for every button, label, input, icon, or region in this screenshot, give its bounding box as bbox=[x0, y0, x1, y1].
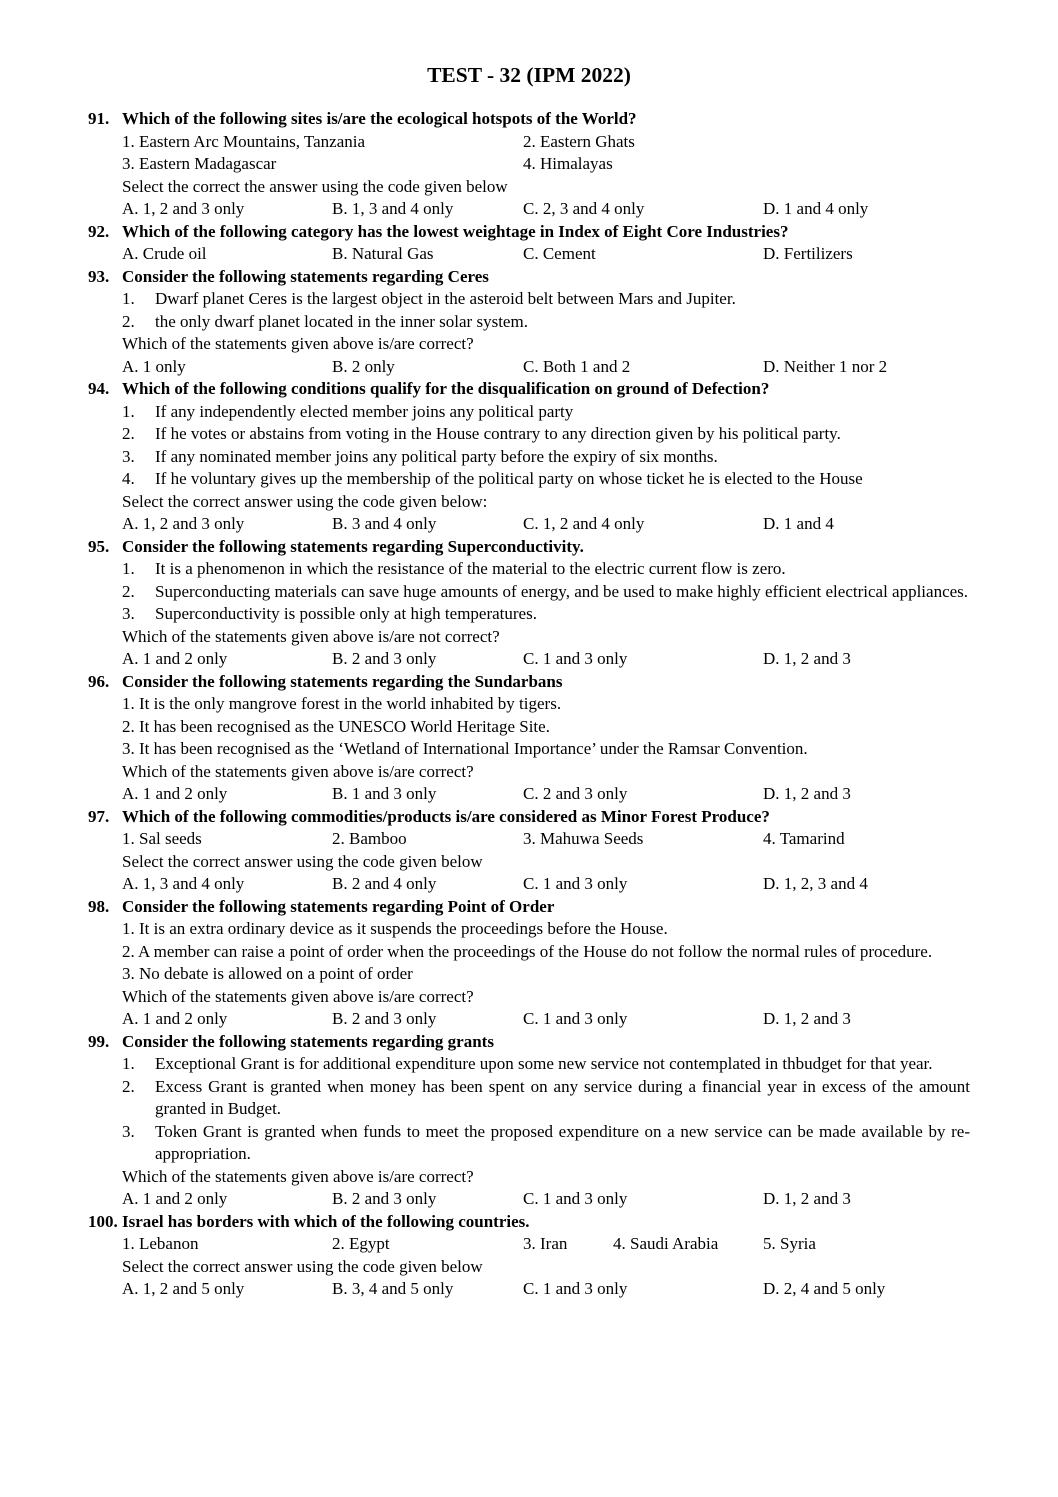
question-95 bbox=[88, 536, 970, 671]
option-c: C. 1, 2 and 4 only bbox=[523, 514, 645, 533]
question-body bbox=[122, 1053, 970, 1211]
statement-number: 4. bbox=[122, 469, 135, 488]
options-row bbox=[122, 198, 970, 221]
statement: 3. No debate is allowed on a point of order bbox=[122, 964, 413, 983]
option-a: A. 1 only bbox=[122, 356, 186, 376]
option-a: A. 1, 2 and 3 only bbox=[122, 199, 245, 218]
option-b: B. 2 only bbox=[332, 356, 395, 376]
which-instruction: Which of the statements given above is/are not correct? bbox=[122, 626, 500, 646]
question-body bbox=[122, 828, 970, 896]
item-row bbox=[122, 131, 970, 154]
question-99 bbox=[88, 1031, 970, 1211]
statement bbox=[122, 581, 970, 604]
which-instruction: Which of the statements given above is/are correct? bbox=[122, 761, 474, 781]
question-number: 94. bbox=[88, 379, 110, 398]
option-a: A. 1, 3 and 4 only bbox=[122, 874, 245, 893]
option-b: B. 3, 4 and 5 only bbox=[332, 1279, 454, 1298]
statement-number: 1. bbox=[122, 559, 135, 578]
item-row bbox=[122, 153, 970, 176]
list-item: 4. Tamarind bbox=[763, 829, 845, 848]
statement: 1. It is the only mangrove forest in the world inhabited by tigers. bbox=[122, 694, 562, 713]
select-instruction: Select the correct the answer using the code given below bbox=[122, 176, 508, 196]
option-b: B. 3 and 4 only bbox=[332, 514, 437, 533]
question-number: 95. bbox=[88, 536, 110, 556]
question-heading bbox=[88, 896, 970, 919]
question-91 bbox=[88, 108, 970, 221]
question-text: Consider the following statements regarding Superconductivity. bbox=[122, 536, 584, 556]
question-heading bbox=[88, 536, 970, 559]
list-item: 2. Eastern Ghats bbox=[523, 131, 635, 151]
question-text: Consider the following statements regarding Ceres bbox=[122, 266, 489, 286]
option-b: B. 2 and 3 only bbox=[332, 1009, 437, 1028]
question-body bbox=[122, 288, 970, 378]
option-c: C. 1 and 3 only bbox=[523, 1009, 628, 1028]
statement-text: Superconducting materials can save huge amounts of energy, and be used to make highly efficient electrical appliances. bbox=[155, 581, 969, 601]
statement-number: 2. bbox=[122, 1076, 135, 1096]
question-100 bbox=[88, 1211, 970, 1301]
select-instruction: Select the correct answer using the code given below bbox=[122, 1256, 483, 1276]
question-body bbox=[122, 401, 970, 536]
options-row bbox=[122, 648, 970, 671]
question-number: 96. bbox=[88, 671, 110, 691]
option-b: B. 2 and 4 only bbox=[332, 874, 437, 893]
option-d: D. 1, 2 and 3 bbox=[763, 1009, 851, 1028]
statement bbox=[122, 311, 970, 334]
item-row bbox=[122, 1233, 970, 1256]
list-item: 4. Saudi Arabia bbox=[613, 1234, 719, 1253]
question-text: Which of the following sites is/are the ecological hotspots of the World? bbox=[122, 109, 637, 128]
statement-number: 2. bbox=[122, 311, 135, 331]
question-98 bbox=[88, 896, 970, 1031]
question-heading bbox=[88, 1031, 970, 1054]
statement: 2. It has been recognised as the UNESCO World Heritage Site. bbox=[122, 716, 550, 736]
statement bbox=[122, 1053, 970, 1076]
statement bbox=[122, 558, 970, 581]
question-number: 93. bbox=[88, 266, 110, 286]
statement-text: Superconductivity is possible only at high temperatures. bbox=[155, 604, 537, 623]
options-row bbox=[122, 1278, 970, 1301]
question-heading bbox=[88, 266, 970, 289]
option-a: A. 1 and 2 only bbox=[122, 649, 228, 668]
statement bbox=[122, 468, 970, 491]
statement-number: 1. bbox=[122, 401, 135, 421]
question-number: 99. bbox=[88, 1031, 110, 1051]
option-d: D. 1, 2 and 3 bbox=[763, 1189, 851, 1208]
list-item: 2. Bamboo bbox=[332, 829, 407, 848]
question-96 bbox=[88, 671, 970, 806]
question-heading bbox=[88, 806, 970, 829]
list-item: 3. Iran bbox=[523, 1234, 568, 1253]
option-b: B. 1 and 3 only bbox=[332, 784, 437, 803]
option-c: C. 2, 3 and 4 only bbox=[523, 199, 645, 218]
statement-text: Excess Grant is granted when money has been spent on any service during a financial year in excess of the amount granted in Budget. bbox=[155, 1076, 970, 1118]
statement bbox=[122, 603, 970, 626]
question-number: 97. bbox=[88, 806, 110, 826]
option-c: C. 2 and 3 only bbox=[523, 784, 628, 803]
question-number: 92. bbox=[88, 221, 110, 241]
statement-number: 3. bbox=[122, 604, 135, 623]
statement-number: 1. bbox=[122, 289, 135, 308]
option-d: D. 1, 2, 3 and 4 bbox=[763, 874, 868, 893]
option-d: D. 1, 2 and 3 bbox=[763, 784, 851, 803]
statement bbox=[122, 1121, 970, 1166]
options-row bbox=[122, 1188, 970, 1211]
question-body bbox=[122, 243, 970, 266]
option-a: A. 1 and 2 only bbox=[122, 784, 228, 803]
question-text: Which of the following category has the lowest weightage in Index of Eight Core Industries? bbox=[122, 221, 789, 241]
question-number: 91. bbox=[88, 109, 110, 128]
select-instruction: Select the correct answer using the code given below bbox=[122, 851, 483, 871]
option-a: A. 1 and 2 only bbox=[122, 1189, 228, 1208]
option-c: C. 1 and 3 only bbox=[523, 1189, 628, 1208]
option-a: A. 1 and 2 only bbox=[122, 1009, 228, 1028]
option-c: C. 1 and 3 only bbox=[523, 649, 628, 668]
statement: 1. It is an extra ordinary device as it suspends the proceedings before the House. bbox=[122, 919, 668, 938]
option-a: A. 1, 2 and 5 only bbox=[122, 1279, 245, 1298]
statement-number: 2. bbox=[122, 424, 135, 443]
list-item: 4. Himalayas bbox=[523, 154, 613, 173]
statement: 3. It has been recognised as the ‘Wetland of International Importance’ under the Ramsar Convention. bbox=[122, 739, 808, 758]
statement-number: 3. bbox=[122, 446, 135, 466]
question-97 bbox=[88, 806, 970, 896]
option-b: B. 1, 3 and 4 only bbox=[332, 199, 454, 218]
option-d: D. 2, 4 and 5 only bbox=[763, 1279, 886, 1298]
statement-text: It is a phenomenon in which the resistance of the material to the electric current flow is zero. bbox=[155, 559, 786, 578]
question-94 bbox=[88, 378, 970, 536]
list-item: 1. Lebanon bbox=[122, 1234, 199, 1253]
statement bbox=[122, 401, 970, 424]
statement bbox=[122, 288, 970, 311]
statement-number: 1. bbox=[122, 1054, 135, 1073]
question-text: Which of the following commodities/products is/are considered as Minor Forest Produce? bbox=[122, 806, 770, 826]
option-d: D. 1, 2 and 3 bbox=[763, 649, 851, 668]
option-d: D. Fertilizers bbox=[763, 244, 853, 263]
statement-text: Exceptional Grant is for additional expenditure upon some new service not contemplated in thbudget for that year. bbox=[155, 1054, 933, 1073]
which-instruction: Which of the statements given above is/are correct? bbox=[122, 1166, 474, 1186]
question-text: Israel has borders with which of the following countries. bbox=[122, 1211, 530, 1231]
statement: 2. A member can raise a point of order when the proceedings of the House do not follow the normal rules of procedure. bbox=[122, 941, 933, 961]
option-a: A. Crude oil bbox=[122, 244, 207, 263]
list-item: 5. Syria bbox=[763, 1234, 816, 1253]
question-body bbox=[122, 693, 970, 806]
list-item: 2. Egypt bbox=[332, 1234, 390, 1253]
statement-text: If any nominated member joins any political party before the expiry of six months. bbox=[155, 446, 718, 466]
option-d: D. 1 and 4 only bbox=[763, 199, 869, 218]
statement-text: the only dwarf planet located in the inner solar system. bbox=[155, 311, 528, 331]
option-a: A. 1, 2 and 3 only bbox=[122, 514, 245, 533]
option-d: D. Neither 1 nor 2 bbox=[763, 356, 888, 376]
question-body bbox=[122, 918, 970, 1031]
question-number: 98. bbox=[88, 896, 110, 916]
option-c: C. Both 1 and 2 bbox=[523, 356, 631, 376]
statement-number: 3. bbox=[122, 1121, 135, 1141]
statement bbox=[122, 446, 970, 469]
list-item: 1. Sal seeds bbox=[122, 829, 202, 848]
question-body bbox=[122, 1233, 970, 1301]
question-number: 100. bbox=[88, 1211, 118, 1231]
options-row bbox=[122, 873, 970, 896]
question-text: Which of the following conditions qualify for the disqualification on ground of Defection? bbox=[122, 379, 770, 398]
which-instruction: Which of the statements given above is/are correct? bbox=[122, 334, 474, 353]
option-b: B. 2 and 3 only bbox=[332, 1189, 437, 1208]
item-row bbox=[122, 828, 970, 851]
statement-text: If he voluntary gives up the membership of the political party on whose ticket he is elected to the House bbox=[155, 469, 863, 488]
question-body bbox=[122, 131, 970, 221]
question-heading bbox=[88, 108, 970, 131]
question-text: Consider the following statements regarding the Sundarbans bbox=[122, 671, 563, 691]
statement-text: If he votes or abstains from voting in the House contrary to any direction given by his political party. bbox=[155, 424, 841, 443]
option-c: C. 1 and 3 only bbox=[523, 874, 628, 893]
select-instruction: Select the correct answer using the code given below: bbox=[122, 491, 488, 511]
question-heading bbox=[88, 671, 970, 694]
question-text: Consider the following statements regarding grants bbox=[122, 1031, 494, 1051]
options-row bbox=[122, 783, 970, 806]
options-row bbox=[122, 356, 970, 379]
list-item: 3. Mahuwa Seeds bbox=[523, 829, 644, 848]
question-heading bbox=[88, 1211, 970, 1234]
statement-text: Token Grant is granted when funds to meet the proposed expenditure on a new service can be made available by re-appropriation. bbox=[155, 1121, 970, 1163]
option-c: C. Cement bbox=[523, 244, 596, 263]
statement-text: Dwarf planet Ceres is the largest object in the asteroid belt between Mars and Jupiter. bbox=[155, 289, 736, 308]
question-text: Consider the following statements regarding Point of Order bbox=[122, 896, 555, 916]
options-row bbox=[122, 1008, 970, 1031]
options-row bbox=[122, 513, 970, 536]
options-row bbox=[122, 243, 970, 266]
question-92 bbox=[88, 221, 970, 266]
question-93 bbox=[88, 266, 970, 379]
statement-number: 2. bbox=[122, 581, 135, 601]
option-b: B. Natural Gas bbox=[332, 244, 434, 263]
statement bbox=[122, 1076, 970, 1121]
which-instruction: Which of the statements given above is/are correct? bbox=[122, 986, 474, 1006]
list-item: 1. Eastern Arc Mountains, Tanzania bbox=[122, 131, 366, 151]
list-item: 3. Eastern Madagascar bbox=[122, 154, 277, 173]
option-d: D. 1 and 4 bbox=[763, 514, 834, 533]
question-body bbox=[122, 558, 970, 671]
option-c: C. 1 and 3 only bbox=[523, 1279, 628, 1298]
statement-text: If any independently elected member joins any political party bbox=[155, 401, 574, 421]
question-heading bbox=[88, 221, 970, 244]
question-heading bbox=[88, 378, 970, 401]
option-b: B. 2 and 3 only bbox=[332, 649, 437, 668]
page-title: TEST - 32 (IPM 2022) bbox=[427, 63, 631, 87]
statement bbox=[122, 423, 970, 446]
